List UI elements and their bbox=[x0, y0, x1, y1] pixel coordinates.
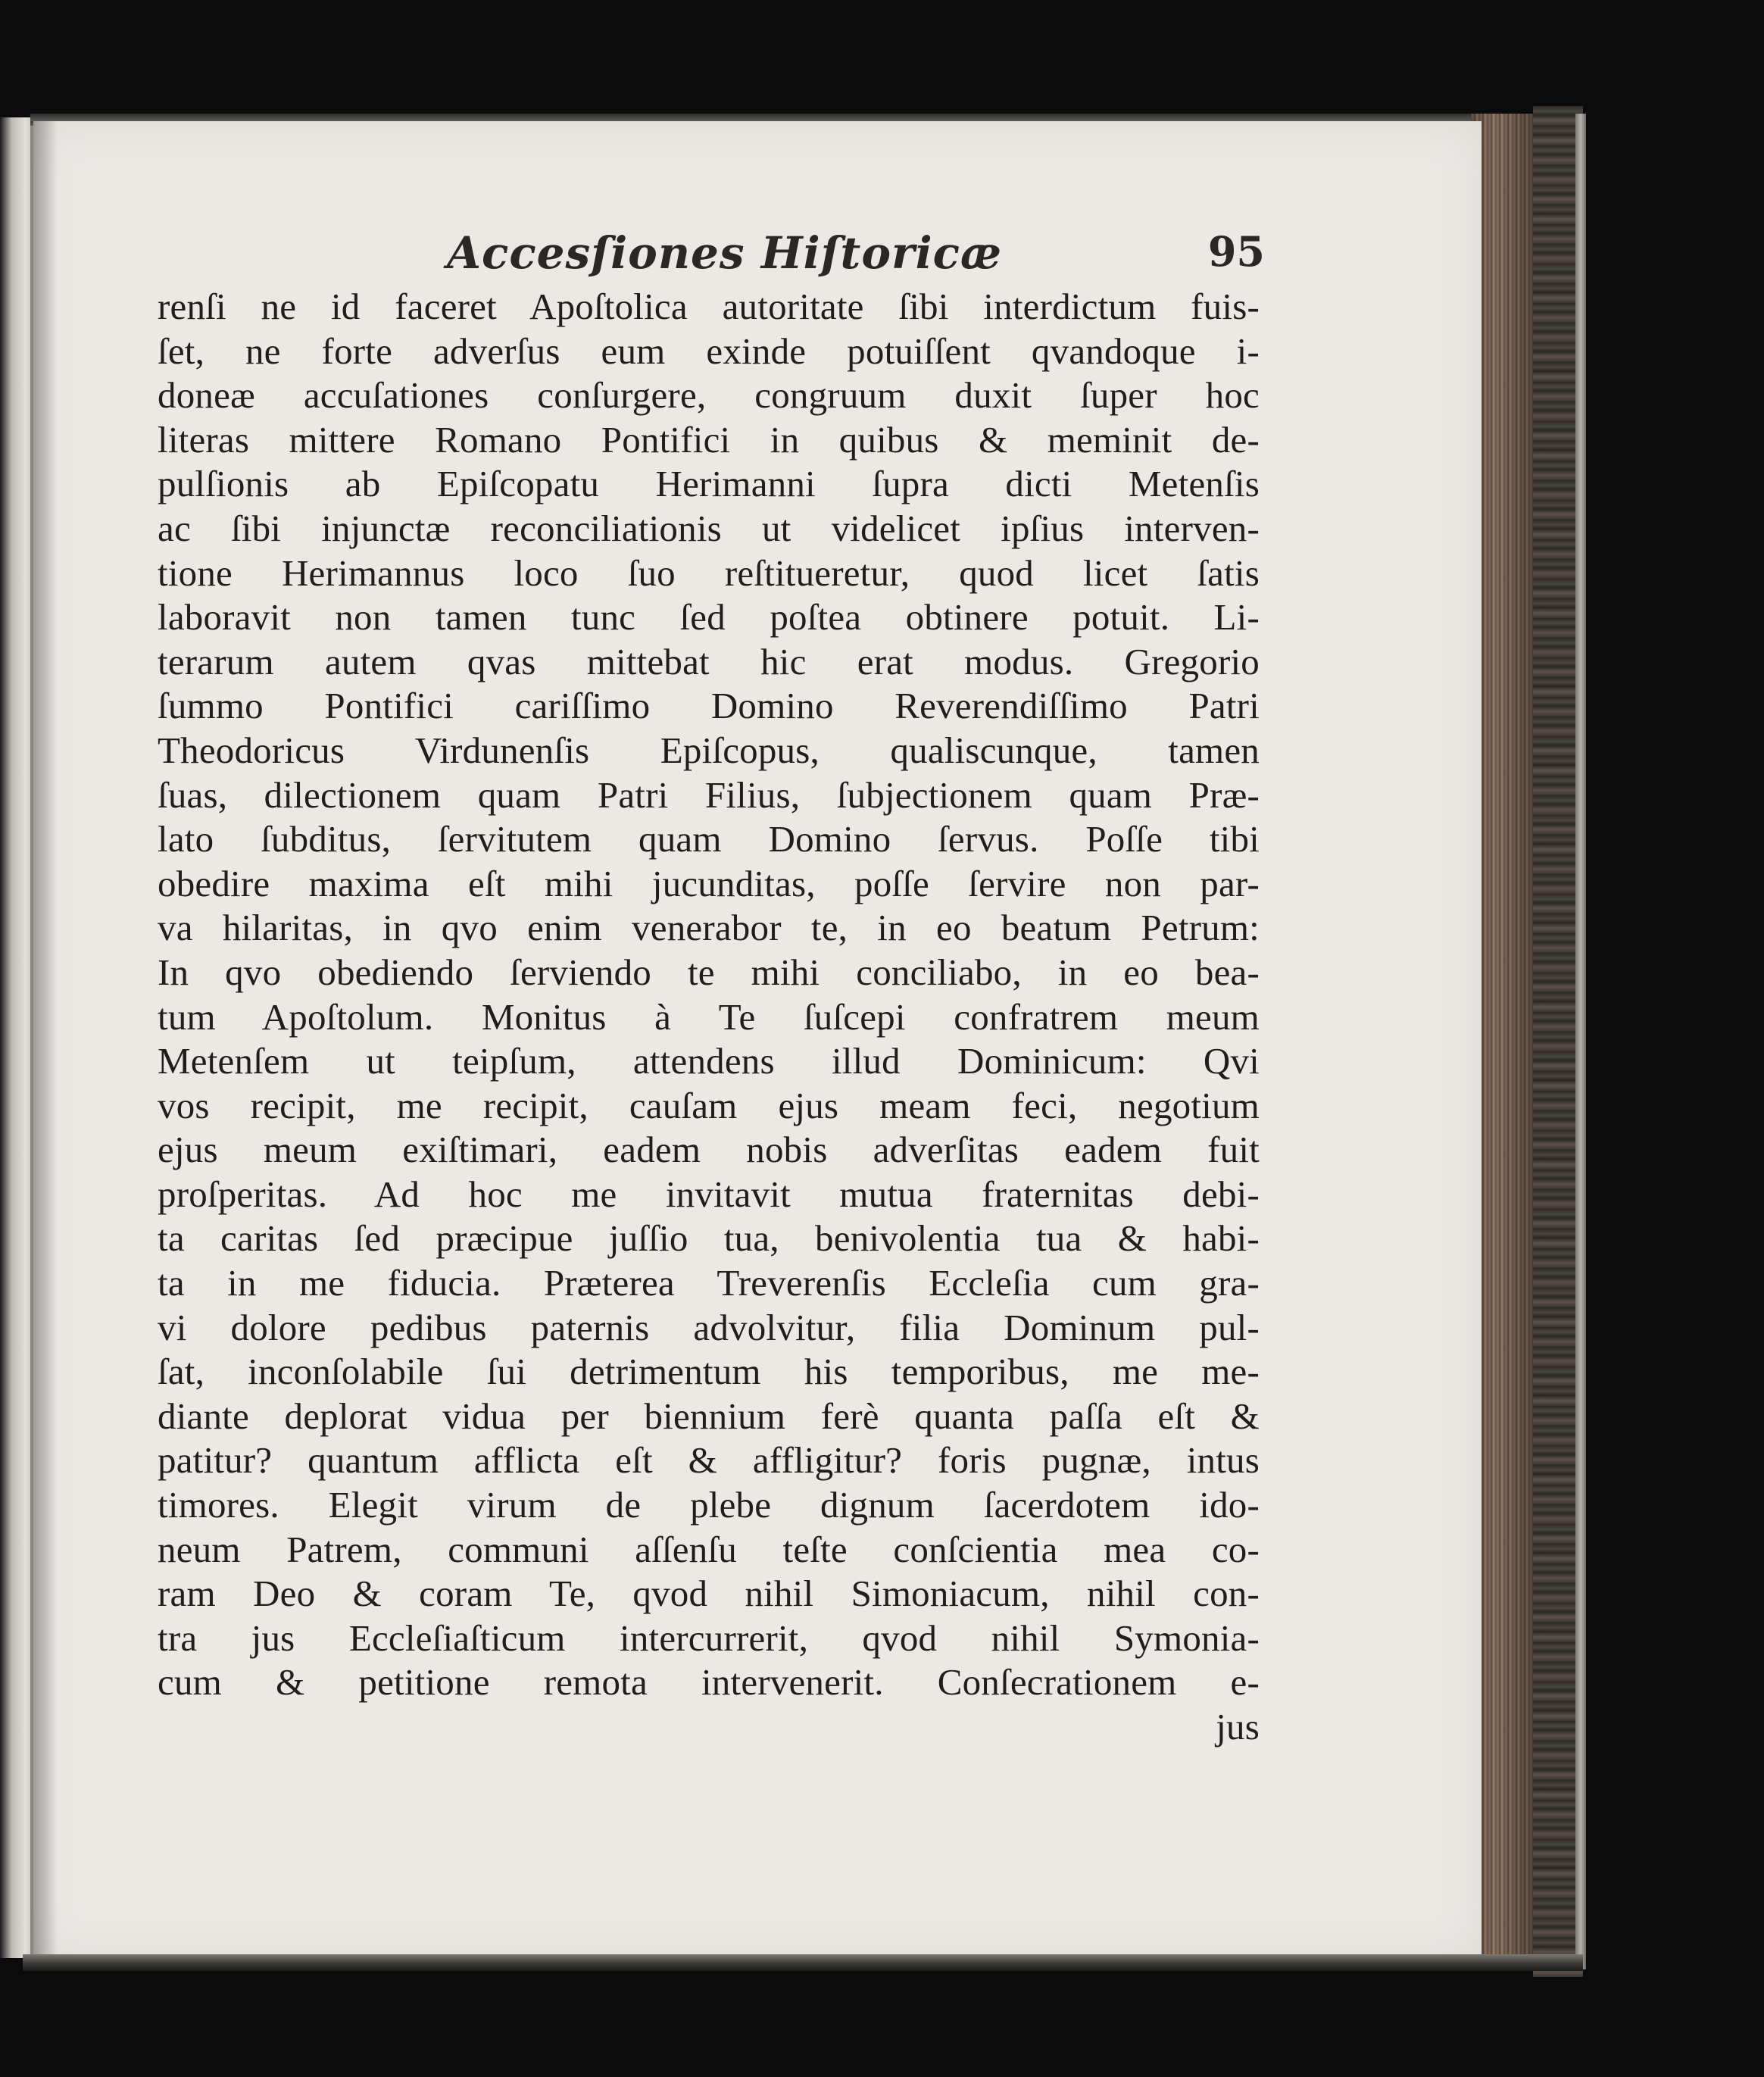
text-line: ac ſibi injunctæ reconciliationis ut videlicet ipſius interven- bbox=[158, 507, 1260, 549]
text-line: Metenſem ut teipſum, attendens illud Dominicum: Qvi bbox=[158, 1040, 1260, 1082]
running-head bbox=[159, 227, 1265, 288]
text-line: ejus meum exiſtimari, eadem nobis adverſitas eadem fuit bbox=[158, 1129, 1260, 1171]
left-page-edge bbox=[0, 117, 33, 1958]
gutter-shadow bbox=[30, 121, 58, 1954]
text-line: laboravit non tamen tunc ſed poſtea obtinere potuit. Li- bbox=[158, 596, 1260, 639]
text-line: ta caritas ſed præcipue juſſio tua, benivolentia tua & habi- bbox=[158, 1217, 1260, 1260]
text-line: ſet, ne forte adverſus eum exinde potuiſſent qvandoque i- bbox=[158, 330, 1260, 372]
text-line: tum Apoſtolum. Monitus à Te ſuſcepi confratrem meum bbox=[158, 995, 1260, 1038]
text-line: vi dolore pedibus paternis advolvitur, filia Dominum pul- bbox=[158, 1306, 1260, 1348]
text-line: timores. Elegit virum de plebe dignum ſacerdotem ido- bbox=[158, 1484, 1260, 1526]
text-line: doneæ accuſationes conſurgere, congruum duxit ſuper hoc bbox=[158, 374, 1260, 417]
text-line: lato ſubditus, ſervitutem quam Domino ſervus. Poſſe tibi bbox=[158, 818, 1260, 860]
bottom-cover-edge bbox=[23, 1954, 1583, 1971]
text-line: literas mittere Romano Pontifici in quibus & meminit de- bbox=[158, 418, 1260, 461]
text-line: neum Patrem, communi aſſenſu teſte conſcientia mea co- bbox=[158, 1528, 1260, 1570]
body-text bbox=[158, 285, 1260, 1750]
text-line: va hilaritas, in qvo enim venerabor te, in eo beatum Petrum: bbox=[158, 907, 1260, 949]
cover-edge bbox=[1575, 114, 1586, 1969]
text-line: patitur? quantum afflicta eſt & affligitur? foris pugnæ, intus bbox=[158, 1439, 1260, 1482]
text-line: ſuas, dilectionem quam Patri Filius, ſubjectionem quam Præ- bbox=[158, 773, 1260, 816]
text-line: diante deplorat vidua per biennium ferè quanta paſſa eſt & bbox=[158, 1395, 1260, 1437]
text-line: ram Deo & coram Te, qvod nihil Simoniacum, nihil con- bbox=[158, 1573, 1260, 1615]
text-line: Theodoricus Virdunenſis Epiſcopus, qualiscunque, tamen bbox=[158, 729, 1260, 771]
text-line: ſat, inconſolabile ſui detrimentum his temporibus, me me- bbox=[158, 1351, 1260, 1393]
text-line: tra jus Eccleſiaſticum intercurrerit, qvod nihil Symonia- bbox=[158, 1616, 1260, 1659]
text-line: In qvo obediendo ſerviendo te mihi conciliabo, in eo bea- bbox=[158, 951, 1260, 993]
text-line: terarum autem qvas mittebat hic erat modus. Gregorio bbox=[158, 640, 1260, 682]
running-title: Accesſiones Hiſtoricæ bbox=[447, 227, 1002, 279]
text-line: renſi ne id faceret Apoſtolica autoritate ſibi interdictum fuis- bbox=[158, 286, 1260, 327]
text-line: cum & petitione remota intervenerit. Conſecrationem e- bbox=[158, 1661, 1260, 1704]
text-line: proſperitas. Ad hoc me invitavit mutua fraternitas debi- bbox=[158, 1173, 1260, 1215]
text-line: tione Herimannus loco ſuo reſtitueretur, quod licet ſatis bbox=[158, 551, 1260, 594]
page-number: 95 bbox=[1207, 227, 1265, 276]
text-line: vos recipit, me recipit, cauſam ejus meam feci, negotium bbox=[158, 1084, 1260, 1126]
text-line: jus bbox=[1216, 1706, 1260, 1747]
text-line: ta in me fiducia. Præterea Treverenſis Eccleſia cum gra- bbox=[158, 1262, 1260, 1304]
text-line: pulſionis ab Epiſcopatu Herimanni ſupra dicti Metenſis bbox=[158, 463, 1260, 505]
text-line: ſummo Pontifici cariſſimo Domino Reverendiſſimo Patri bbox=[158, 685, 1260, 727]
text-line: obedire maxima eſt mihi jucunditas, poſſe ſervire non par- bbox=[158, 862, 1260, 904]
